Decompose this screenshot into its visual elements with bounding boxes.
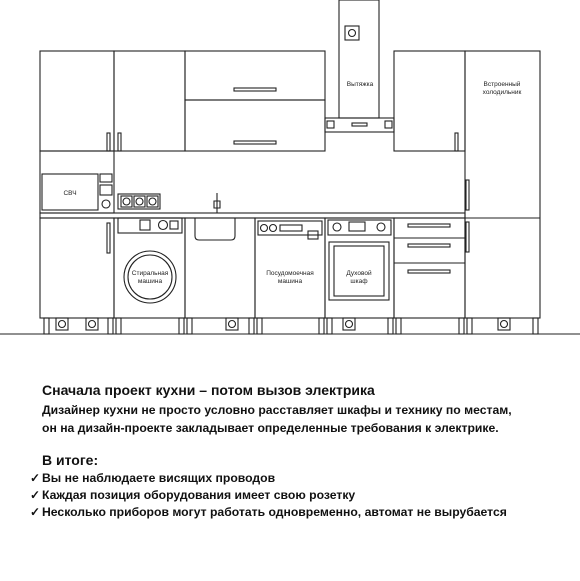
article-paragraph	[42, 401, 562, 437]
countertop-sockets	[118, 194, 160, 209]
upper-cabinet-3-bottom	[185, 100, 325, 151]
article-title: Сначала проект кухни – потом вызов электрика	[42, 382, 375, 398]
dishwasher	[255, 218, 325, 318]
list-item-text: Несколько приборов могут работать одновременно, автомат не вырубается	[42, 505, 507, 519]
list-item-text: Каждая позиция оборудования имеет свою розетку	[42, 488, 356, 502]
label-fridge-1: Встроенный	[483, 81, 521, 88]
upper-cabinet-2	[114, 51, 185, 151]
countertop	[40, 213, 465, 218]
label-washer-2: машина	[137, 278, 163, 285]
paragraph-line-2: он на дизайн-проекте закладывает определенные требования к электрике.	[42, 421, 499, 435]
summary-title: В итоге:	[42, 452, 99, 468]
check-icon: ✓	[30, 471, 41, 485]
label-fridge-2: холодильник	[482, 89, 522, 96]
list-item	[30, 504, 507, 521]
drawer-cabinet	[394, 218, 465, 318]
upper-cabinet-1	[40, 51, 114, 151]
list-item-text: Вы не наблюдаете висящих проводов	[42, 471, 276, 485]
hood	[325, 0, 394, 132]
faucet	[214, 193, 220, 213]
label-oven-2: шкаф	[350, 278, 368, 285]
summary-list	[30, 470, 507, 521]
label-dishwasher-1: Посудомоечная	[266, 270, 314, 277]
oven	[325, 218, 394, 318]
cabinet-legs	[44, 318, 538, 334]
list-item	[30, 470, 507, 487]
check-icon: ✓	[30, 488, 41, 502]
label-washer-1: Стиральная	[131, 270, 169, 277]
base-cabinet-1	[40, 218, 114, 318]
sink-cabinet	[185, 218, 255, 318]
label-microwave: СВЧ	[63, 190, 77, 197]
upper-cabinet-right	[394, 51, 465, 151]
label-dishwasher-2: машина	[277, 278, 303, 285]
list-item	[30, 487, 507, 504]
paragraph-line-1: Дизайнер кухни не просто условно расставляет шкафы и технику по местам,	[42, 403, 512, 417]
microwave	[42, 174, 112, 210]
label-hood: Вытяжка	[346, 81, 374, 88]
label-oven-1: Духовой	[346, 270, 372, 277]
washing-machine	[114, 218, 185, 318]
upper-cabinet-3-top	[185, 51, 325, 100]
floor-sockets	[56, 318, 510, 330]
check-icon: ✓	[30, 505, 41, 519]
